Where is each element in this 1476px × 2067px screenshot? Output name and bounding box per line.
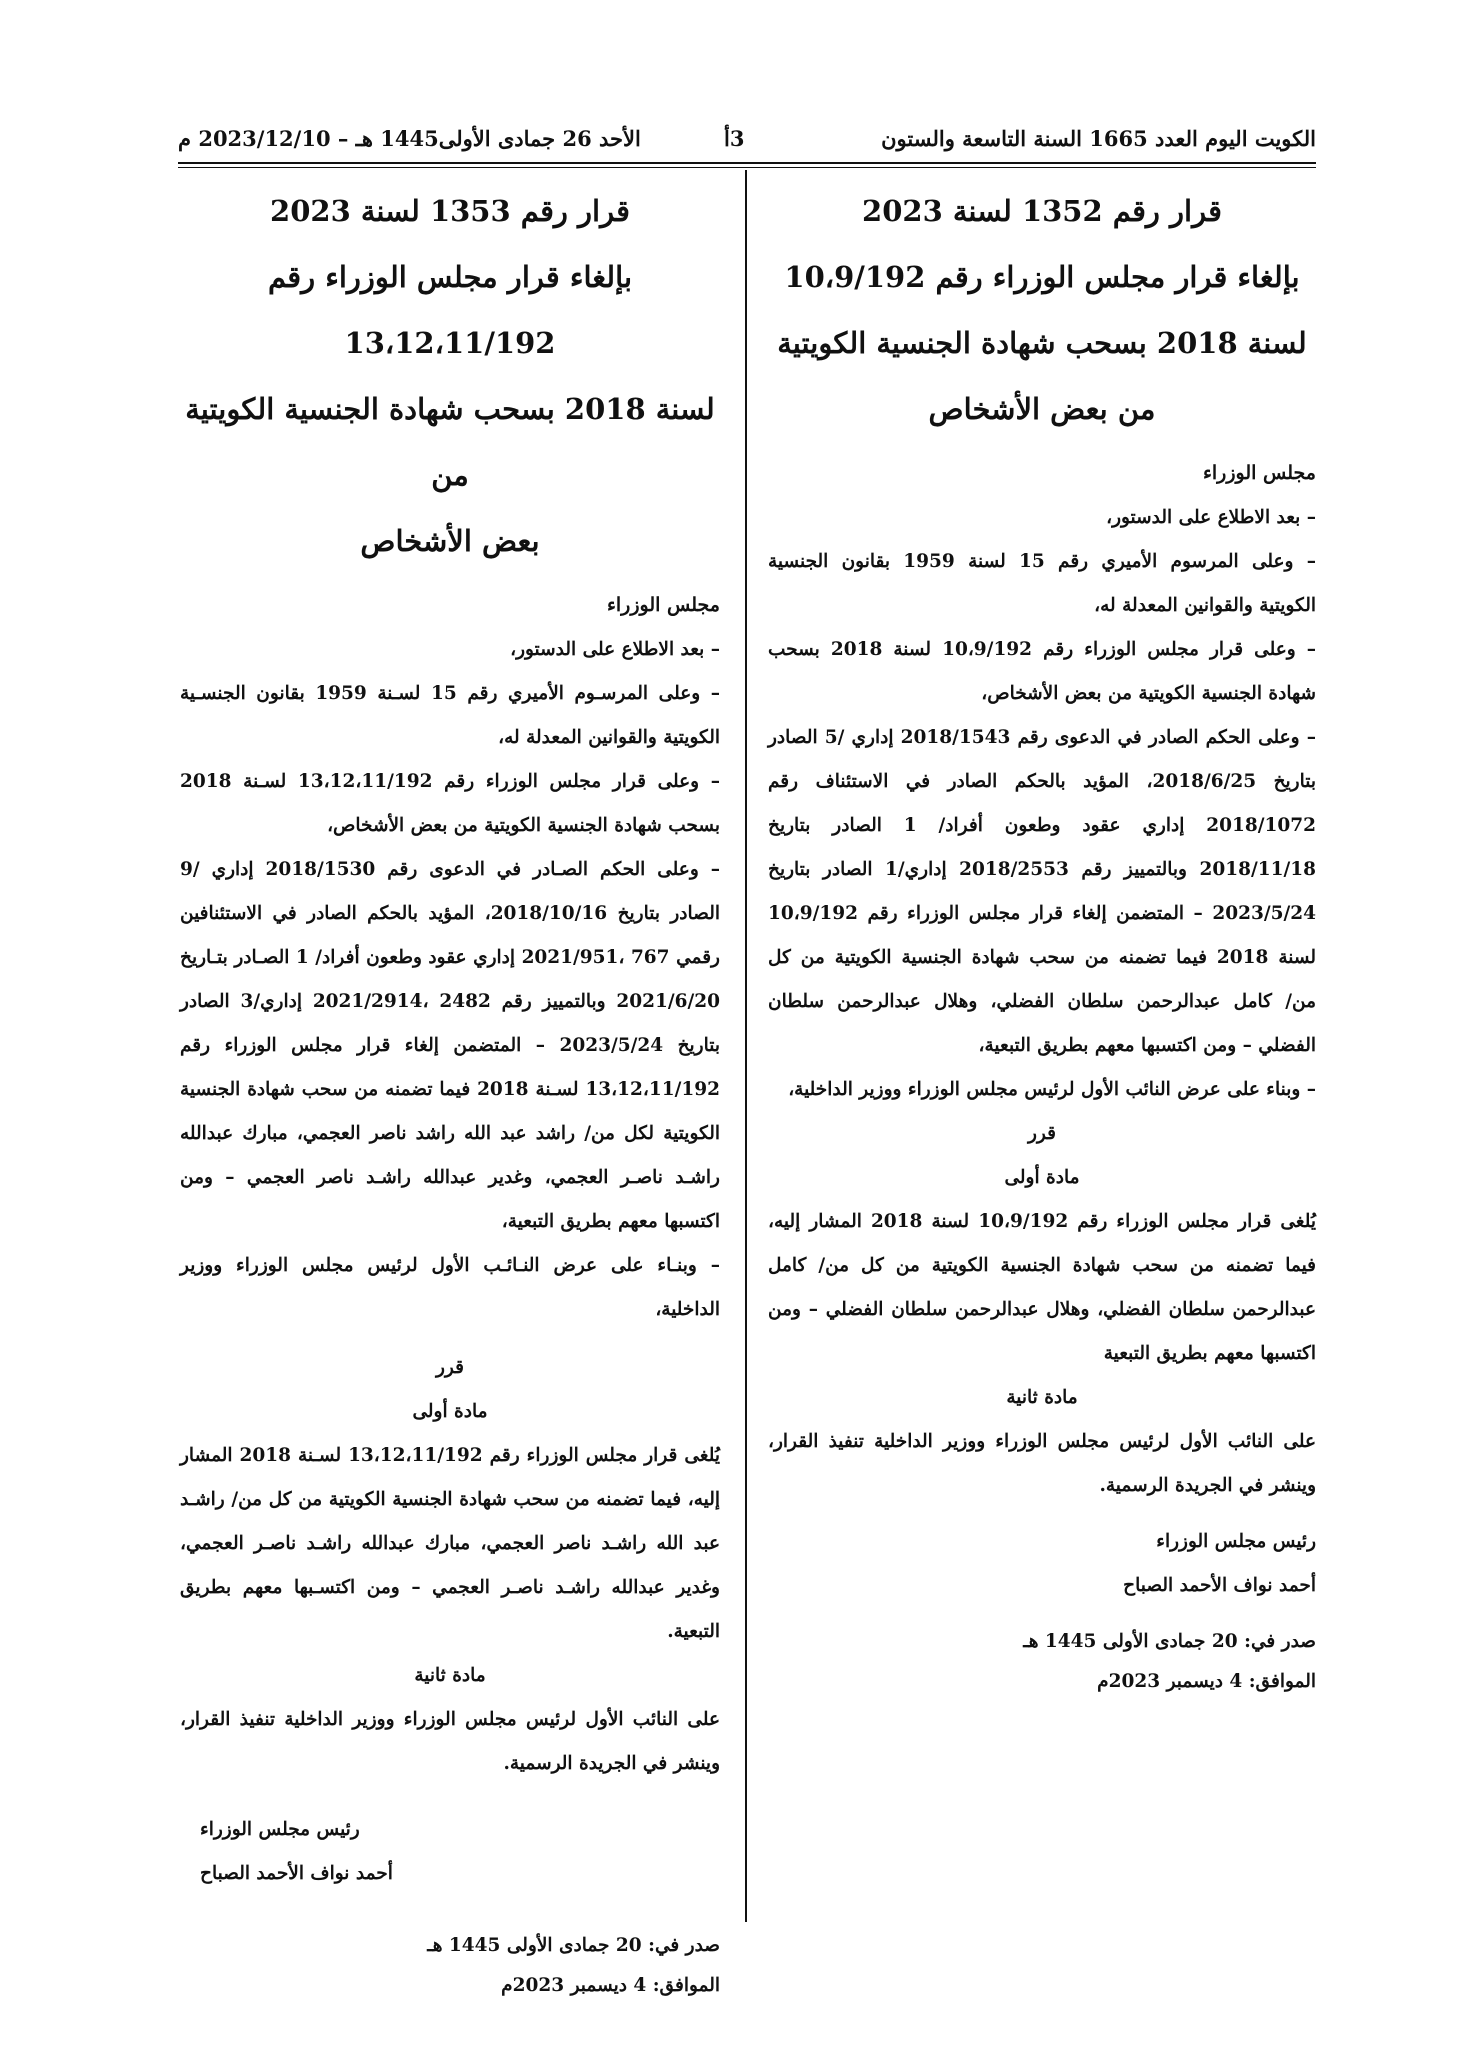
article-1-text: يُلغى قرار مجلس الوزراء رقم 10،9/192 لسنة 2018 المشار إليه، فيما تضمنه من سحب شهادة الجنسية الكويتية من كل من/ كامل عبدالرحمن سلطان الفضلي، وهلال عبدالرحمن سلطان الفضلي – ومن اكتسبها معهم بطريق التبعية [768,1211,1316,1364]
signature-name: أحمد نواف الأحمد الصباح [1123,1575,1316,1596]
decided-heading: قرر [1028,1123,1056,1144]
decree-title-line: قرار رقم 1352 لسنة 2023 [862,194,1222,228]
issued-date: صدر في: 20 جمادى الأولى 1445 هـ [427,1935,720,1956]
decree-title-line: بإلغاء قرار مجلس الوزراء رقم 13،12،11/192 [267,260,633,360]
preamble-item: – وعلى المرسـوم الأميري رقم 15 لسـنة 1959 بقانون الجنسـية الكويتية والقوانين المعدلة له، [180,683,720,748]
header-publication: الكويت اليوم العدد 1665 السنة التاسعة والستون [881,126,1316,151]
preamble-item: – وعلى الحكم الصادر في الدعوى رقم 2018/1543 إداري /5 الصادر بتاريخ 2018/6/25، المؤيد بالحكم الصادر في الاستئناف رقم 2018/1072 إداري عقود وطعون أفراد/ 1 الصادر بتاريخ 2018/11/18 وبالتمييز رقم 2018/2553 إداري/1 الصادر بتاريخ 2023/5/24 – المتضمن إلغاء قرار مجلس الوزراء رقم 10،9/192 لسنة 2018 فيما تضمنه من سحب شهادة الجنسية الكويتية من كل من/ كامل عبدالرحمن سلطان الفضلي، وهلال عبدالرحمن سلطان الفضلي – ومن اكتسبها معهم بطريق التبعية، [768,727,1317,1056]
preamble-item: – بعد الاطلاع على الدستور، [510,639,720,660]
preamble-item: – وعلى قرار مجلس الوزراء رقم 10،9/192 لسنة 2018 بسحب شهادة الجنسية الكويتية من بعض الأشخاص، [768,639,1316,704]
issuer-label: مجلس الوزراء [1202,462,1316,484]
decree-title-line: من بعض الأشخاص [928,392,1156,426]
article-1-heading: مادة أولى [1004,1167,1080,1188]
decree-title [768,178,1316,442]
corresponding-date: الموافق: 4 ديسمبر 2023م [1097,1671,1316,1692]
preamble-item: – وعلى قرار مجلس الوزراء رقم 13،12،11/192 لسـنة 2018 بسحب شهادة الجنسية الكويتية من بعض الأشخاص، [180,771,720,836]
preamble-item: – بعد الاطلاع على الدستور، [1106,507,1316,528]
header-rule-thin [178,167,1316,168]
decree-title-line: بعض الأشخاص [360,524,540,558]
header-rule [178,162,1316,164]
preamble-item: – وبناء على عرض النائب الأول لرئيس مجلس الوزراء ووزير الداخلية، [788,1079,1316,1100]
decree-title-line: بإلغاء قرار مجلس الوزراء رقم 10،9/192 [784,260,1300,294]
header-page-number: 3أ [724,126,745,151]
decree-title [180,178,720,574]
decree-1352 [768,178,1316,1702]
signature-block [768,1520,1316,1608]
decree-title-line: قرار رقم 1353 لسنة 2023 [270,194,630,228]
preamble-item: – وعلى الحكم الصـادر في الدعوى رقم 2018/1530 إداري /9 الصادر بتاريخ 2018/10/16، المؤيد بالحكم الصادر في الاستئنافين رقمي 767 ،2021/951 إداري عقود وطعون أفراد/ 1 الصـادر بتـاريخ 2021/6/20 وبالتمييز رقم 2482 ،2021/2914 إداري/3 الصادر بتاريخ 2023/5/24 – المتضمن إلغاء قرار مجلس الوزراء رقم 13،12،11/192 لسـنة 2018 فيما تضمنه من سحب شهادة الجنسية الكويتية لكل من/ راشد عبد الله راشد ناصر العجمي، مبارك عبدالله راشـد ناصـر العجمي، وغدير عبدالله راشـد ناصر العجمي – ومن اكتسبها معهم بطريق التبعية، [180,859,720,1232]
article-2-text: على النائب الأول لرئيس مجلس الوزراء ووزير الداخلية تنفيذ القرار، وينشر في الجريدة الرسمية. [768,1431,1316,1496]
issue-date-block [180,1926,720,2006]
article-2-heading: مادة ثانية [1006,1387,1078,1408]
decree-title-line: لسنة 2018 بسحب شهادة الجنسية الكويتية من [185,392,715,492]
issuer-label: مجلس الوزراء [606,594,720,616]
signature-name: أحمد نواف الأحمد الصباح [200,1863,393,1884]
signature-block [180,1808,720,1896]
article-1-heading: مادة أولى [412,1401,488,1422]
page-header [178,120,1316,164]
decree-title-line: لسنة 2018 بسحب شهادة الجنسية الكويتية [777,326,1307,360]
preamble-item: – وعلى المرسوم الأميري رقم 15 لسنة 1959 بقانون الجنسية الكويتية والقوانين المعدلة له، [768,551,1317,616]
article-2-text: على النائب الأول لرئيس مجلس الوزراء ووزير الداخلية تنفيذ القرار، وينشر في الجريدة الرسمية. [180,1709,720,1774]
preamble-item: – وبنـاء على عرض النـائـب الأول لرئيس مجلس الوزراء ووزير الداخلية، [180,1255,720,1320]
signature-title: رئيس مجلس الوزراء [1156,1531,1316,1552]
article-2-heading: مادة ثانية [414,1665,486,1686]
header-date: الأحد 26 جمادى الأولى1445 هـ – 2023/12/10 م [178,126,641,151]
decree-1353 [180,178,720,2006]
corresponding-date: الموافق: 4 ديسمبر 2023م [501,1975,720,1996]
article-1-text: يُلغى قرار مجلس الوزراء رقم 13،12،11/192 لسـنة 2018 المشار إليه، فيما تضمنه من سحب شهادة الجنسية الكويتية من كل من/ راشـد عبد الله راشـد ناصر العجمي، مبارك عبدالله راشـد ناصـر العجمي، وغدير عبدالله راشـد ناصـر العجمي – ومن اكتسـبها معهم بطريق التبعية. [180,1445,720,1642]
decided-heading: قرر [436,1357,464,1378]
issue-date-block [768,1622,1316,1702]
issued-date: صدر في: 20 جمادى الأولى 1445 هـ [1023,1631,1316,1652]
signature-title: رئيس مجلس الوزراء [200,1819,360,1840]
column-divider [745,170,747,1922]
